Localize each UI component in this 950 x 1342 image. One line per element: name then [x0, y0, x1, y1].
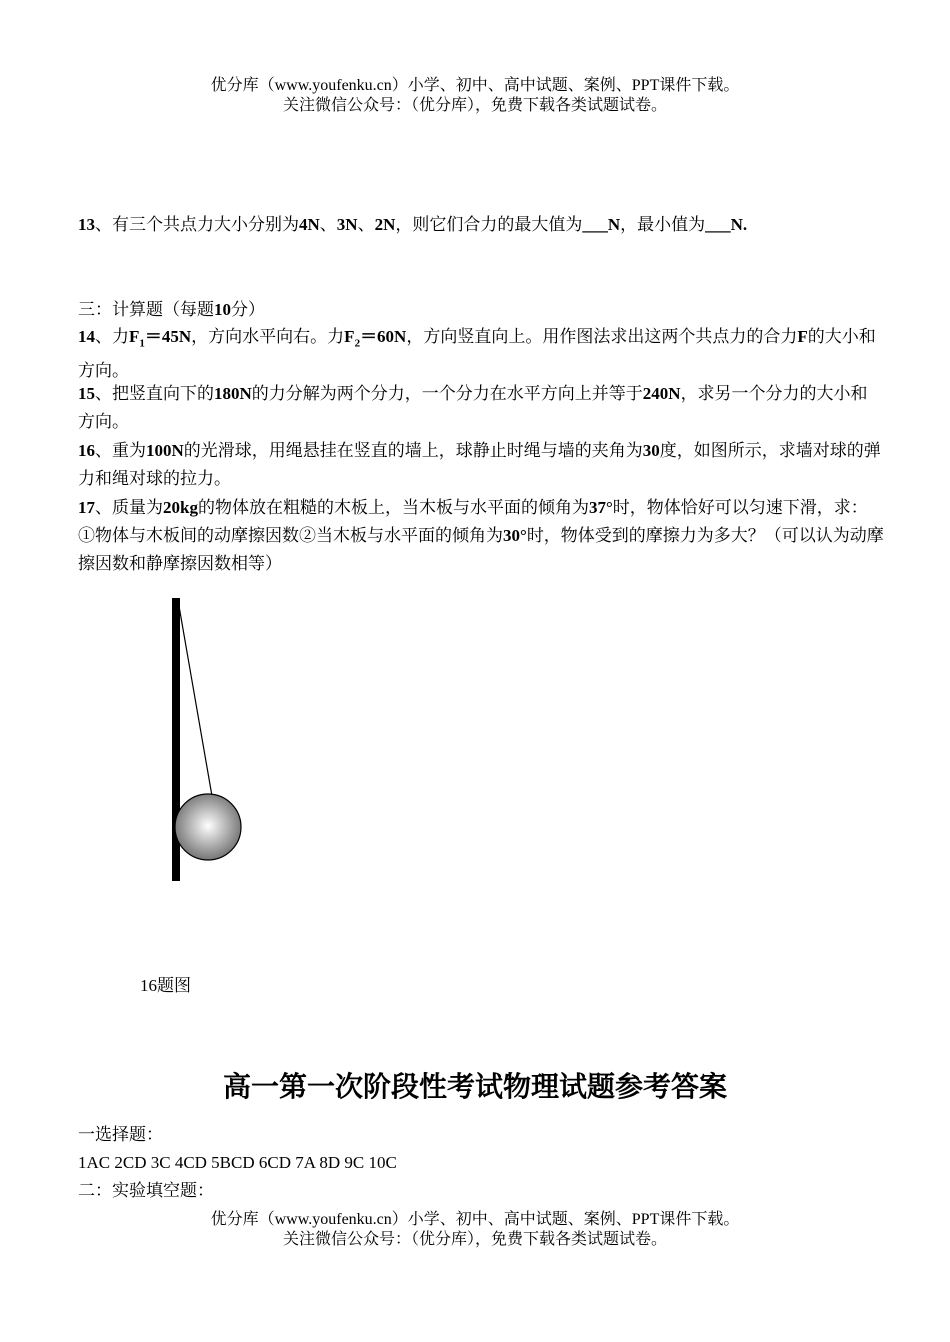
footer-line-1: 优分库（www.youfenku.cn）小学、初中、高中试题、案例、PPT课件下载。 — [210, 1211, 740, 1228]
question-13: 13、有三个共点力大小分别为4N、3N、2N，则它们合力的最大值为___N，最小值为___N. — [78, 215, 748, 234]
figure-caption: 16题图 — [140, 976, 191, 995]
header-line-1: 优分库（www.youfenku.cn）小学、初中、高中试题、案例、PPT课件下载。 — [210, 77, 740, 94]
page-header — [0, 76, 950, 116]
hanging-ball-figure — [150, 590, 270, 890]
ball — [175, 794, 241, 860]
question-number: 14 — [78, 327, 95, 346]
answer-key-title: 高一第一次阶段性考试物理试题参考答案 — [222, 1072, 727, 1103]
question-14: 14、力$F_1=45N$，方向水平向右。力$F_2=60N$，方向竖直向上。用作图法求出这两个共点力的合力F的大小和方向。 — [78, 327, 876, 381]
question-16: 16、重为100N的光滑球，用绳悬挂在竖直的墙上，球静止时绳与墙的夹角为30度，如图所示，求墙对球的弹力和绳对球的拉力。 — [78, 441, 881, 488]
footer-line-2: 关注微信公众号：（优分库），免费下载各类试题试卷。 — [282, 1231, 667, 1248]
question-number: 17 — [78, 498, 95, 517]
question-number: 13 — [78, 215, 95, 234]
answer-section-1: 一选择题： — [78, 1125, 163, 1144]
answer-blank-max: ___N — [582, 215, 621, 234]
question-number: 15 — [78, 384, 95, 403]
question-17: 17、质量为20kg的物体放在粗糙的木板上，当木板与水平面的倾角为37°时，物体恰好可以匀速下滑，求：①物体与木板间的动摩擦因数②当木板与水平面的倾角为30°时，物体受到的摩擦力为多大？（可以认为动摩擦因数和静摩擦因数相等） — [78, 498, 884, 573]
answer-section-2: 二：实验填空题： — [78, 1181, 214, 1200]
question-number: 16 — [78, 441, 95, 460]
section-3-heading: 三：计算题（每题10分） — [78, 300, 265, 319]
question-15: 15、把竖直向下的180N的力分解为两个分力，一个分力在水平方向上并等于240N，求另一个分力的大小和方向。 — [78, 384, 868, 431]
page-footer — [0, 1210, 950, 1250]
answer-blank-min: ___N. — [705, 215, 748, 234]
answer-choices: 1AC 2CD 3C 4CD 5BCD 6CD 7A 8D 9C 10C — [78, 1153, 397, 1172]
header-line-2: 关注微信公众号：（优分库），免费下载各类试题试卷。 — [282, 97, 667, 114]
rope — [179, 606, 212, 796]
